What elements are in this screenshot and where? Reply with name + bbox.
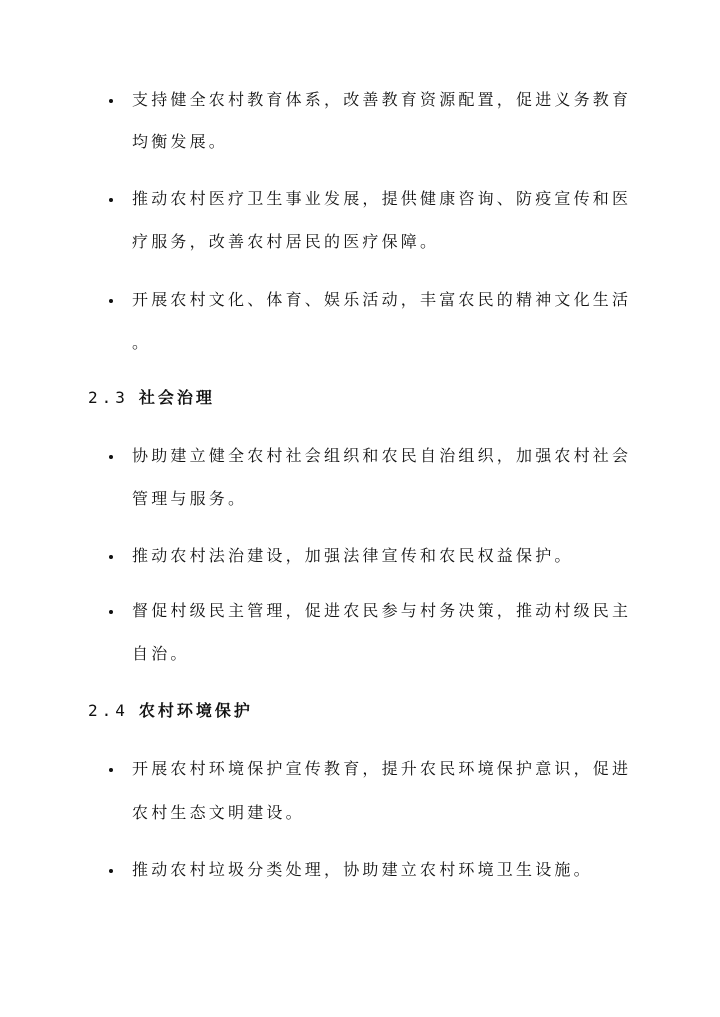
- bullet-icon: [109, 198, 113, 202]
- section-heading: [88, 701, 253, 721]
- bullet-icon: [109, 555, 113, 559]
- list-item-text-continued: 。: [132, 333, 152, 352]
- section-number: 2.4: [88, 701, 129, 720]
- bullet-icon: [109, 455, 113, 459]
- list-item-text-continued: 农村生态文明建设。: [132, 803, 305, 822]
- section-heading: [88, 388, 215, 408]
- list-item-text-continued: 管理与服务。: [132, 489, 248, 508]
- list-item-text: 督促村级民主管理，促进农民参与村务决策，推动村级民主: [132, 601, 632, 620]
- bullet-icon: [109, 768, 113, 772]
- section-title: 社会治理: [138, 388, 215, 407]
- list-item-text-continued: 自治。: [132, 644, 190, 663]
- list-item-text-continued: 疗服务，改善农村居民的医疗保障。: [132, 232, 440, 251]
- bullet-icon: [109, 99, 113, 103]
- list-item-text: 开展农村文化、体育、娱乐活动，丰富农民的精神文化生活: [132, 290, 632, 309]
- list-item-text: 开展农村环境保护宣传教育，提升农民环境保护意识，促进: [132, 759, 632, 778]
- bullet-icon: [109, 299, 113, 303]
- list-item-text: 推动农村医疗卫生事业发展，提供健康咨询、防疫宣传和医: [132, 189, 632, 208]
- list-item-text: 支持健全农村教育体系，改善教育资源配置，促进义务教育: [132, 90, 632, 109]
- bullet-icon: [109, 869, 113, 873]
- section-number: 2.3: [88, 388, 129, 407]
- list-item-text: 推动农村法治建设，加强法律宣传和农民权益保护。: [132, 546, 574, 565]
- section-title: 农村环境保护: [138, 701, 253, 720]
- list-item-text-continued: 均衡发展。: [132, 132, 229, 151]
- bullet-icon: [109, 610, 113, 614]
- list-item-text: 推动农村垃圾分类处理，协助建立农村环境卫生设施。: [132, 860, 593, 879]
- list-item-text: 协助建立健全农村社会组织和农民自治组织，加强农村社会: [132, 446, 632, 465]
